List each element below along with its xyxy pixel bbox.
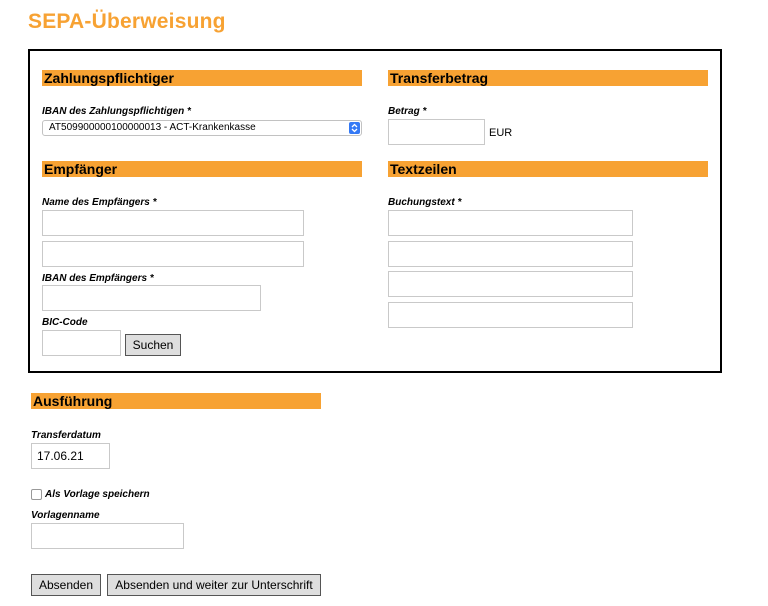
select-arrows-icon	[349, 122, 360, 134]
execution-section-heading: Ausführung	[31, 393, 321, 409]
amount-section-heading: Transferbetrag	[388, 70, 708, 86]
payer-iban-select[interactable]	[42, 120, 362, 136]
recipient-iban-label: IBAN des Empfängers *	[42, 273, 154, 284]
save-template-checkbox[interactable]	[31, 489, 42, 500]
transfer-date-input[interactable]	[31, 443, 110, 469]
payer-iban-label: IBAN des Zahlungspflichtigen *	[42, 106, 191, 117]
booking-text-input-2[interactable]	[388, 241, 633, 267]
submit-and-sign-button[interactable]: Absenden und weiter zur Unterschrift	[107, 574, 321, 596]
bic-search-button[interactable]: Suchen	[125, 334, 181, 356]
recipient-name-input-1[interactable]	[42, 210, 304, 236]
booking-text-input-1[interactable]	[388, 210, 633, 236]
transfer-date-label: Transferdatum	[31, 430, 101, 441]
booking-text-input-4[interactable]	[388, 302, 633, 328]
submit-button[interactable]: Absenden	[31, 574, 101, 596]
text-lines-section-heading: Textzeilen	[388, 161, 708, 177]
save-template-label: Als Vorlage speichern	[45, 489, 150, 500]
recipient-name-label: Name des Empfängers *	[42, 197, 157, 208]
booking-text-input-3[interactable]	[388, 271, 633, 297]
booking-text-label: Buchungstext *	[388, 197, 462, 208]
recipient-name-input-2[interactable]	[42, 241, 304, 267]
payer-iban-selected-value: AT509900000100000013 - ACT-Krankenkasse	[49, 122, 256, 133]
currency-label: EUR	[489, 127, 513, 139]
template-name-label: Vorlagenname	[31, 510, 100, 521]
amount-input[interactable]	[388, 119, 485, 145]
bic-input[interactable]	[42, 330, 121, 356]
page-title: SEPA-Überweisung	[28, 10, 226, 33]
template-name-input[interactable]	[31, 523, 184, 549]
bic-label: BIC-Code	[42, 317, 88, 328]
recipient-iban-input[interactable]	[42, 285, 261, 311]
recipient-section-heading: Empfänger	[42, 161, 362, 177]
amount-label: Betrag *	[388, 106, 427, 117]
payer-section-heading: Zahlungspflichtiger	[42, 70, 362, 86]
